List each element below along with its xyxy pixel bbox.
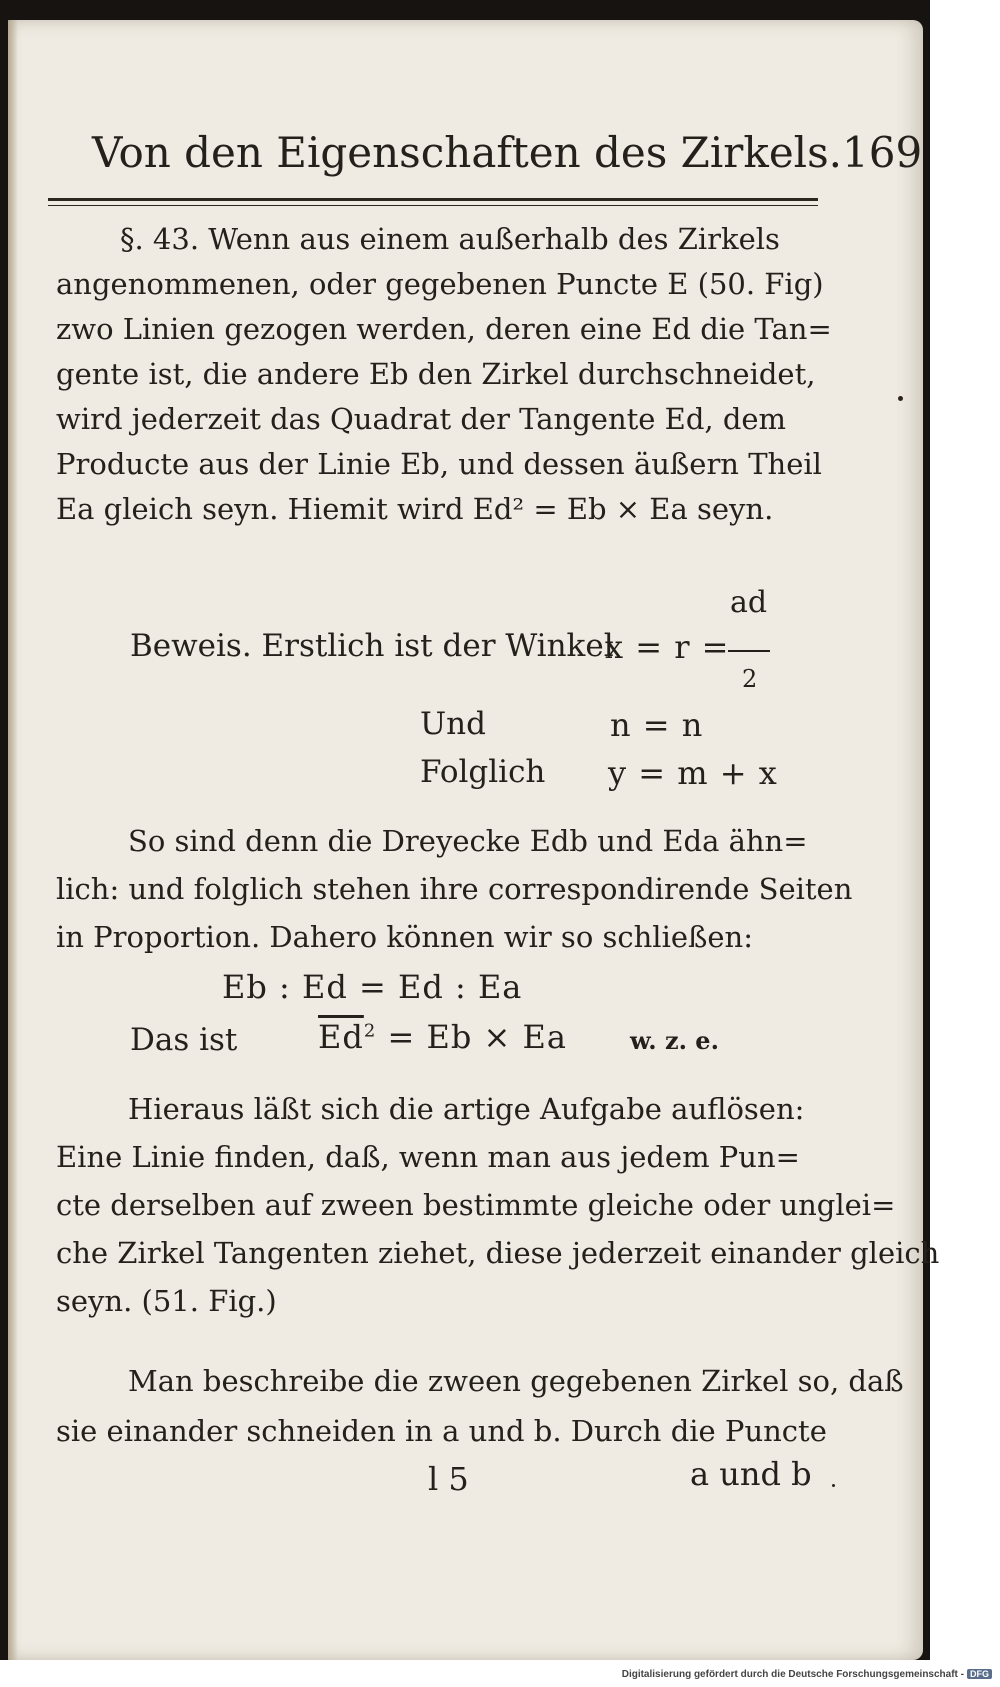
proof-expr-2: n = n	[610, 706, 704, 744]
construction-line-2: sie einander schneiden in a und b. Durch die Puncte	[56, 1414, 827, 1448]
proof-label: Beweis. Erstlich ist der Winkel	[130, 628, 614, 664]
ed-overline: $\overline{Ed}$	[318, 1018, 364, 1056]
header-rule	[48, 198, 818, 201]
conclusion-line-2: lich: und folglich stehen ihre correspondirende Seiten	[56, 872, 853, 906]
margin-speck-2	[832, 1484, 835, 1487]
header-rule-thin	[48, 205, 818, 206]
section-line-7: Ea gleich seyn. Hiemit wird Ed² = Eb × Ea seyn.	[56, 492, 774, 526]
section-line-2: angenommenen, oder gegebenen Puncte E (50. Fig)	[56, 267, 824, 301]
running-title: Von den Eigenschaften des Zirkels.	[92, 128, 843, 177]
wze-abbreviation: w. z. e.	[630, 1026, 719, 1055]
section-line-6: Producte aus der Linie Eb, und dessen äußern Theil	[56, 447, 822, 481]
running-header	[92, 128, 923, 177]
page-gutter-shadow	[8, 20, 18, 1660]
signature-mark: l 5	[428, 1460, 469, 1498]
ed-superscript: 2	[363, 1020, 377, 1042]
construction-line-1: Man beschreibe die zween gegebenen Zirkel so, daß	[128, 1364, 904, 1398]
conclusion-line-1: So sind denn die Dreyecke Edb und Eda ähn=	[128, 824, 808, 858]
proportion-formula: Eb : Ed = Ed : Ea	[222, 968, 523, 1006]
catchword: a und b	[690, 1455, 812, 1493]
conclusion-line-3: in Proportion. Dahero können wir so schließen:	[56, 920, 753, 954]
problem-line-5: seyn. (51. Fig.)	[56, 1284, 277, 1318]
digitization-credit	[602, 1669, 992, 1683]
page-number: 169	[842, 128, 923, 177]
problem-line-2: Eine Linie finden, daß, wenn man aus jedem Pun=	[56, 1140, 800, 1174]
fraction-denominator: 2	[742, 665, 758, 693]
problem-line-1: Hieraus läßt sich die artige Aufgabe auflösen:	[128, 1092, 805, 1126]
das-ist-formula	[318, 1018, 567, 1056]
proof-und-label: Und	[420, 706, 486, 742]
section-line-3: zwo Linien gezogen werden, deren eine Ed die Tan=	[56, 312, 832, 346]
problem-line-4: che Zirkel Tangenten ziehet, diese jederzeit einander gleich	[56, 1236, 940, 1270]
das-ist-rest: = Eb × Ea	[387, 1018, 567, 1056]
dfg-logo: DFG	[967, 1669, 992, 1679]
fraction-numerator: ad	[730, 585, 768, 620]
credit-text: Digitalisierung gefördert durch die Deutsche Forschungsgemeinschaft -	[621, 1669, 964, 1680]
margin-speck	[898, 396, 903, 401]
proof-expr-3: y = m + x	[608, 754, 778, 792]
proof-expr-1: x = r =	[605, 628, 730, 666]
problem-line-3: cte derselben auf zween bestimmte gleiche oder unglei=	[56, 1188, 896, 1222]
proof-folglich-label: Folglich	[420, 754, 546, 790]
section-line-5: wird jederzeit das Quadrat der Tangente Ed, dem	[56, 402, 787, 436]
section-line-1: §. 43. Wenn aus einem außerhalb des Zirkels	[120, 222, 780, 256]
section-line-4: gente ist, die andere Eb den Zirkel durchschneidet,	[56, 357, 816, 391]
das-ist-label: Das ist	[130, 1022, 238, 1058]
